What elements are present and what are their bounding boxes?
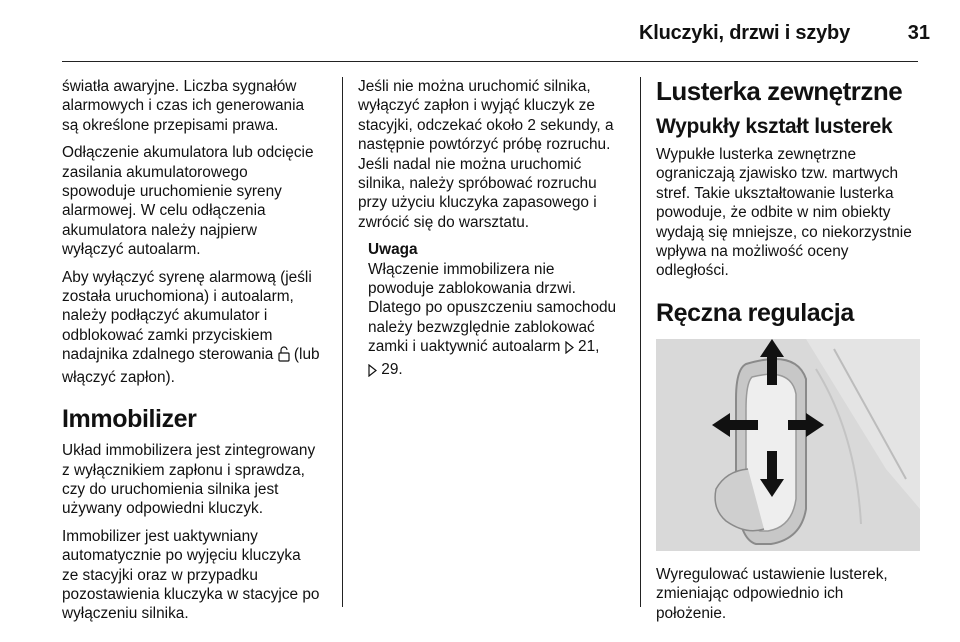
paragraph-convex-mirrors <box>656 145 924 281</box>
text-line: stref. Takie ukształtowanie lusterka <box>656 184 894 202</box>
note-box <box>368 240 630 382</box>
note-title: Uwaga <box>368 241 418 259</box>
text-line: wyłączyć autoalarm. <box>62 241 201 259</box>
text-line: Włączenie immobilizera nie <box>368 260 555 278</box>
text-line: należy podłączyć akumulator i <box>62 307 268 325</box>
text-line: spowoduje uruchomienie syreny <box>62 183 282 201</box>
column-1 <box>62 77 332 632</box>
column-divider-2 <box>640 77 641 607</box>
text-line: wydają się mniejsze, co niekorzystnie <box>656 223 912 241</box>
text-line: powoduje, że odbite w nim obiekty <box>656 204 891 222</box>
text-line: używany odpowiedni kluczyk. <box>62 500 264 518</box>
text-line: włączyć zapłon). <box>62 368 175 386</box>
text-line: wyłączyć zapłon i wyjąć kluczyk ze <box>358 97 595 115</box>
text-line: następnie powtórzyć próbę rozruchu. <box>358 136 611 154</box>
text-line <box>368 337 630 359</box>
text-line: zwrócić się do warsztatu. <box>358 213 530 231</box>
paragraph-immobilizer-integration <box>62 441 332 519</box>
text-line: wyłączeniu silnika. <box>62 605 189 623</box>
text-line: automatycznie po wyjęciu kluczyka <box>62 547 301 565</box>
text-line: Jeśli nie można uruchomić silnika, <box>358 78 591 95</box>
paragraph-immobilizer-activation <box>62 527 332 624</box>
page-number: 31 <box>907 22 930 44</box>
text-line: odblokować zamki przyciskiem <box>62 326 273 344</box>
text-line: zmieniając odpowiednio ich <box>656 585 844 603</box>
text-fragment: nadajnika zdalnego sterowania <box>62 346 278 364</box>
text-line <box>62 345 332 367</box>
section-heading-manual-adjust: Ręczna regulacja <box>656 298 854 327</box>
text-line: Układ immobilizera jest zintegrowany <box>62 442 316 460</box>
text-line: Aby wyłączyć syrenę alarmową (jeśli <box>62 268 312 286</box>
page-reference-icon <box>565 340 574 359</box>
text-line: ograniczają zjawisko tzw. martwych <box>656 165 899 183</box>
header-rule <box>62 61 918 62</box>
section-heading-mirrors: Lusterka zewnętrzne <box>656 76 903 106</box>
text-line: silnika, należy spróbować rozruchu <box>358 175 597 193</box>
text-line: położenie. <box>656 604 727 622</box>
page-reference-link[interactable]: 29. <box>381 360 403 378</box>
mirror-adjust-figure <box>656 339 920 551</box>
section-heading-immobilizer: Immobilizer <box>62 405 197 434</box>
unlock-icon <box>278 346 290 367</box>
text-line: stacyjki, odczekać około 2 sekundy, a <box>358 116 614 134</box>
page-reference-icon <box>368 363 377 382</box>
paragraph-battery-disconnect <box>62 143 332 259</box>
text-fragment: zamki i uaktywnić autoalarm <box>368 338 565 356</box>
column-divider-1 <box>342 77 343 607</box>
text-line: przy użyciu kluczyka zapasowego i <box>358 194 597 212</box>
text-line: Wypukłe lusterka zewnętrzne <box>656 146 857 163</box>
text-line: alarmowej. W celu odłączenia <box>62 202 266 220</box>
page-reference-link[interactable]: 21, <box>578 338 600 356</box>
text-fragment: (lub <box>289 346 320 364</box>
text-line: Wyregulować ustawienie lusterek, <box>656 565 888 583</box>
text-line: zasilania akumulatorowego <box>62 163 248 181</box>
mirror-adjust-icon <box>656 339 920 551</box>
text-line: ze stacyjki oraz w przypadku <box>62 566 258 584</box>
text-line: odległości. <box>656 262 729 280</box>
paragraph-manual-adjust <box>656 565 924 623</box>
text-line: czy do uruchomienia silnika jest <box>62 480 279 498</box>
text-line: Odłączenie akumulatora lub odcięcie <box>62 144 314 162</box>
text-line: Dlatego po opuszczeniu samochodu <box>368 299 617 317</box>
text-line: z wyłącznikiem zapłonu i sprawdza, <box>62 461 305 479</box>
text-line: są określone przepisami prawa. <box>62 116 279 134</box>
text-line: Jeśli nadal nie można uruchomić <box>358 155 582 173</box>
paragraph-engine-start-failure <box>358 77 630 232</box>
text-line: powoduje zablokowania drzwi. <box>368 280 576 298</box>
running-header-title: Kluczyki, drzwi i szyby <box>638 22 850 44</box>
text-line: Immobilizer jest uaktywniany <box>62 527 258 545</box>
text-line: akumulatora należy najpierw <box>62 221 258 239</box>
text-line: została uruchomiona) i autoalarm, <box>62 288 294 306</box>
column-3 <box>656 77 924 631</box>
text-line: pozostawienia kluczyka w stacyjce po <box>62 585 320 603</box>
subheading-convex-shape: Wypukły kształt lusterek <box>656 115 893 138</box>
column-2 <box>358 77 630 382</box>
text-line: światła awaryjne. Liczba sygnałów <box>62 78 297 95</box>
text-line: należy bezwzględnie zablokować <box>368 318 595 336</box>
text-line: alarmowych i czas ich generowania <box>62 97 305 115</box>
paragraph-siren-off <box>62 268 332 387</box>
paragraph-hazard-lights <box>62 77 332 135</box>
text-line: wpływa na możliwość oceny <box>656 243 849 261</box>
text-line <box>368 360 630 382</box>
